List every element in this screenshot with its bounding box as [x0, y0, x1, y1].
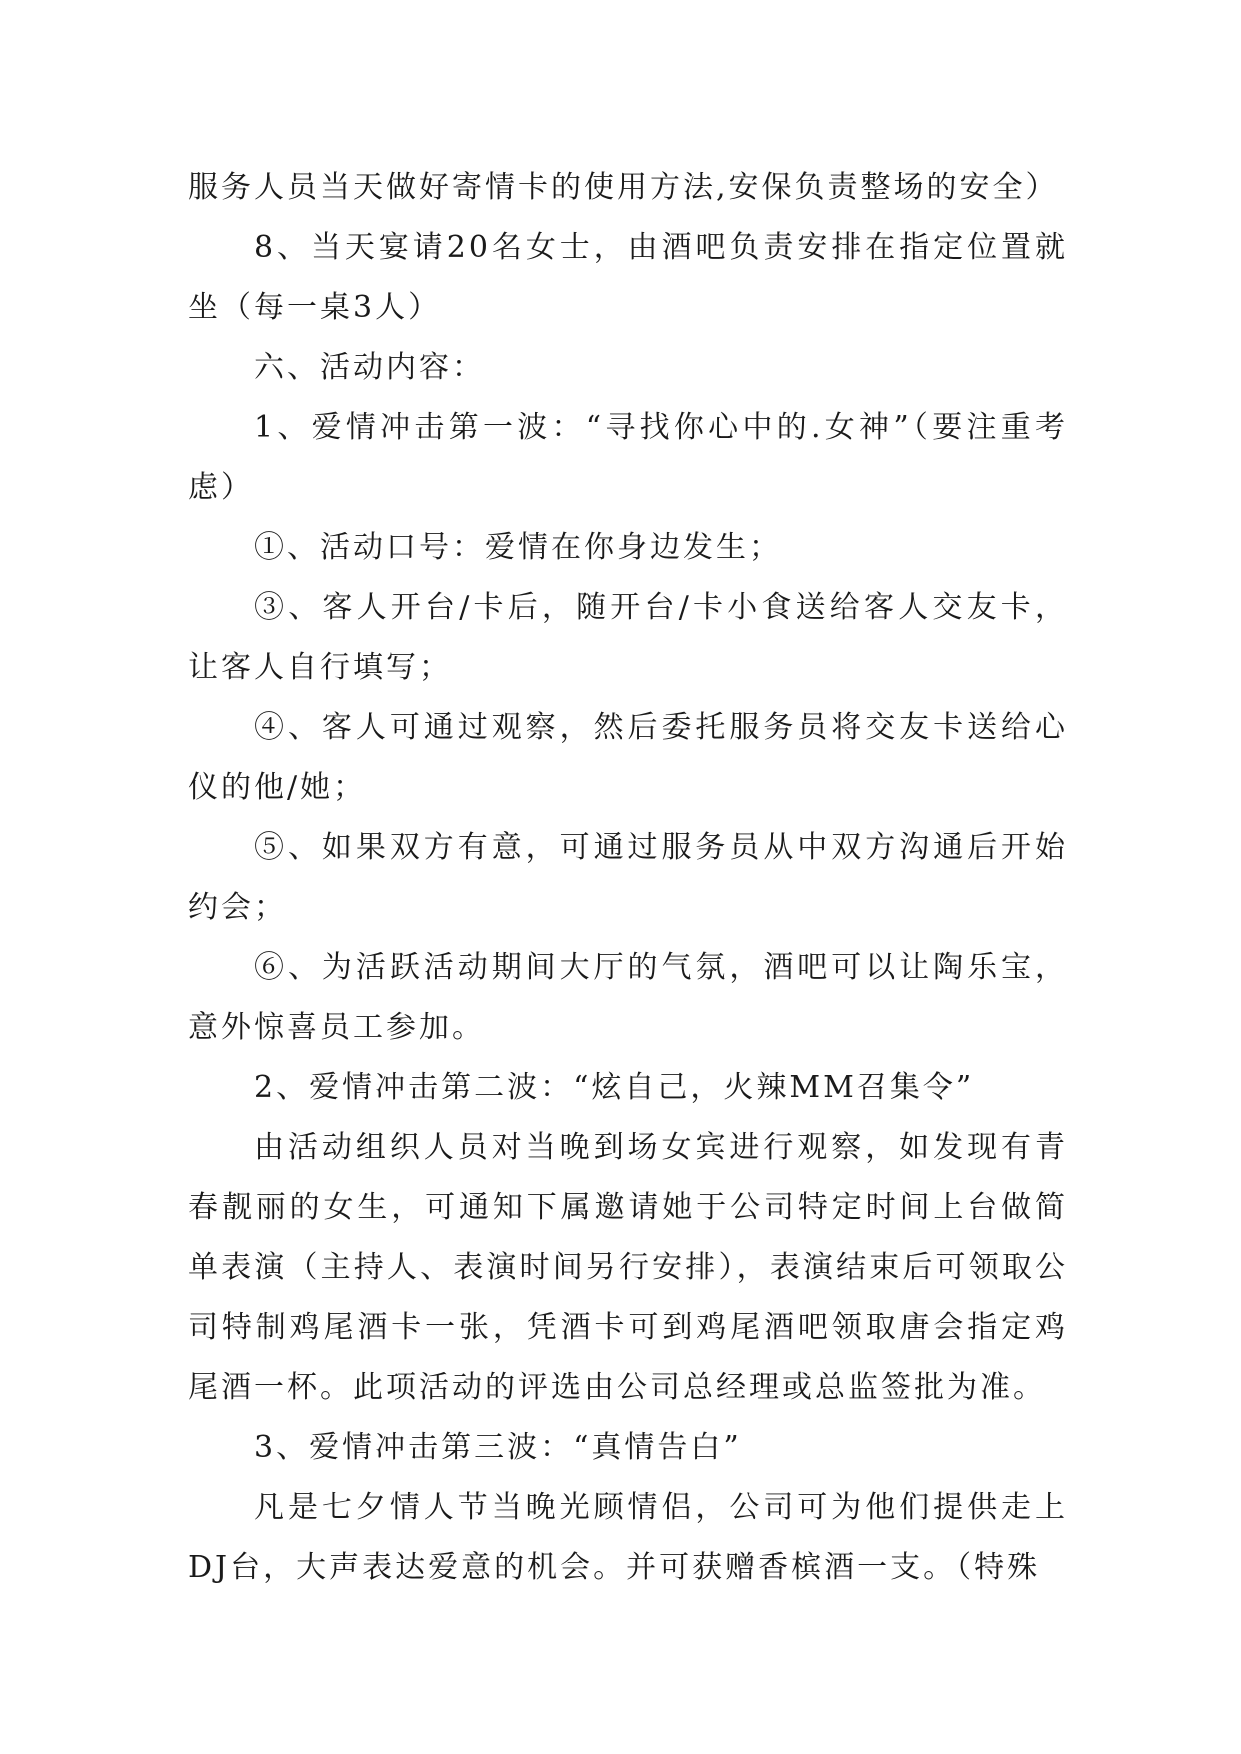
paragraph: 1、爱情冲击第一波：“寻找你心中的.女神”（要注重考虑） [188, 410, 1068, 505]
paragraph: 2、爱情冲击第二波：“炫自己，火辣MM召集令” [254, 1070, 975, 1105]
paragraph: 8、当天宴请20名女士，由酒吧负责安排在指定位置就坐（每一桌3人） [188, 230, 1068, 325]
list-item: ④、客人可通过观察，然后委托服务员将交友卡送给心仪的他/她； [188, 710, 1068, 805]
list-item: ③、客人开台/卡后，随开台/卡小食送给客人交友卡，让客人自行填写； [188, 590, 1068, 685]
paragraph: 3、爱情冲击第三波：“真情告白” [254, 1430, 742, 1465]
paragraph: 由活动组织人员对当晚到场女宾进行观察，如发现有青春靓丽的女生，可通知下属邀请她于公司特定时间上台做简单表演（主持人、表演时间另行安排），表演结束后可领取公司特制鸡尾酒卡一张，凭酒卡可到鸡尾酒吧领取唐会指定鸡尾酒一杯。此项活动的评选由公司总经理或总监签批为准。 [188, 1130, 1068, 1405]
list-item: ⑤、如果双方有意，可通过服务员从中双方沟通后开始约会； [188, 830, 1068, 925]
document-body [188, 158, 1068, 1598]
section-heading: 六、活动内容： [254, 350, 485, 385]
list-item: ①、活动口号：爱情在你身边发生； [254, 530, 782, 565]
paragraph: 服务人员当天做好寄情卡的使用方法,安保负责整场的安全） [188, 170, 1059, 205]
list-item: ⑥、为活跃活动期间大厅的气氛，酒吧可以让陶乐宝，意外惊喜员工参加。 [188, 950, 1068, 1045]
paragraph: 凡是七夕情人节当晚光顾情侣，公司可为他们提供走上DJ台，大声表达爱意的机会。并可获赠香槟酒一支。（特殊 [188, 1490, 1068, 1585]
